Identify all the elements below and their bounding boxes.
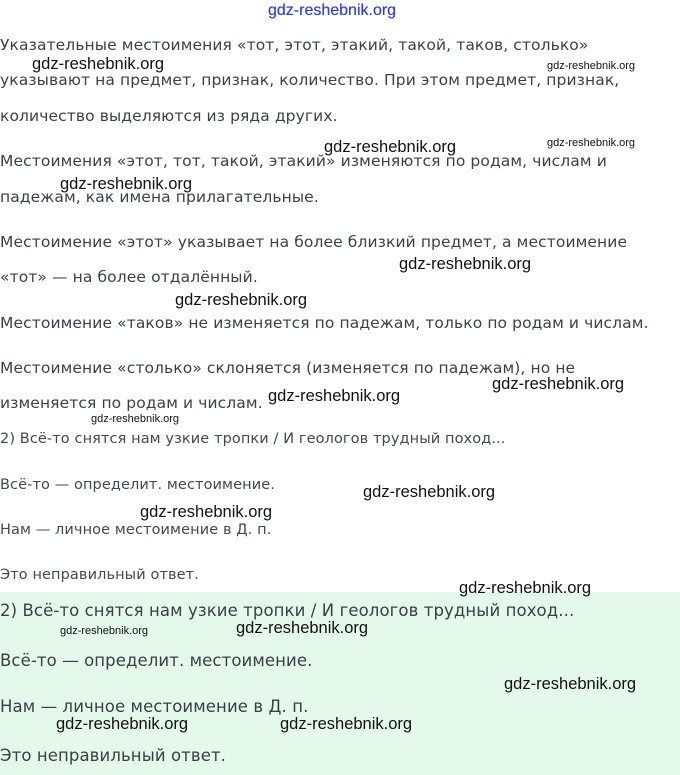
theory-line: «тот» — на более отдалённый. (0, 268, 258, 286)
watermark: gdz-reshebnik.org (547, 60, 636, 72)
watermark: gdz-reshebnik.org (363, 483, 496, 501)
watermark: gdz-reshebnik.org (268, 2, 397, 19)
answer-line: 2) Всё-то снятся нам узкие тропки / И геологов трудный поход... (0, 601, 575, 620)
watermark: gdz-reshebnik.org (56, 715, 189, 733)
watermark: gdz-reshebnik.org (140, 503, 273, 521)
watermark: gdz-reshebnik.org (399, 255, 532, 273)
answer-line: Нам — личное местоимение в Д. п. (0, 522, 272, 538)
watermark: gdz-reshebnik.org (492, 375, 625, 393)
theory-line: Указательные местоимения «тот, этот, этакий, такой, таков, столько» (0, 36, 589, 54)
theory-line: Местоимение «столько» склоняется (изменяется по падежам), но не (0, 359, 576, 377)
answer-line: Всё-то — определит. местоимение. (0, 477, 275, 493)
watermark: gdz-reshebnik.org (236, 619, 369, 637)
watermark: gdz-reshebnik.org (91, 413, 180, 425)
watermark: gdz-reshebnik.org (60, 625, 149, 637)
watermark: gdz-reshebnik.org (60, 175, 193, 193)
theory-line: падежам, как имена прилагательные. (0, 188, 319, 206)
watermark: gdz-reshebnik.org (459, 579, 592, 597)
watermark: gdz-reshebnik.org (280, 715, 413, 733)
answer-line: 2) Всё-то снятся нам узкие тропки / И геологов трудный поход... (0, 431, 506, 447)
answer-line: Всё-то — определит. местоимение. (0, 651, 313, 670)
theory-line: указывают на предмет, признак, количество. При этом предмет, признак, (0, 71, 620, 89)
watermark: gdz-reshebnik.org (504, 675, 637, 693)
theory-line: количество выделяются из ряда других. (0, 107, 338, 125)
watermark: gdz-reshebnik.org (32, 55, 165, 73)
theory-line: изменяется по родам и числам. (0, 394, 263, 412)
watermark: gdz-reshebnik.org (175, 291, 308, 309)
answer-line: Это неправильный ответ. (0, 746, 227, 765)
theory-line: Местоимение «этот» указывает на более близкий предмет, а местоимение (0, 233, 628, 251)
theory-line: Местоимение «таков» не изменяется по падежам, только по родам и числам. (0, 314, 649, 332)
theory-line: Местоимения «этот, тот, такой, этакий» изменяются по родам, числам и (0, 152, 607, 170)
answer-line: Это неправильный ответ. (0, 567, 199, 583)
watermark: gdz-reshebnik.org (547, 137, 636, 149)
watermark: gdz-reshebnik.org (268, 387, 401, 405)
answer-line: Нам — личное местоимение в Д. п. (0, 697, 309, 716)
watermark: gdz-reshebnik.org (324, 138, 457, 156)
